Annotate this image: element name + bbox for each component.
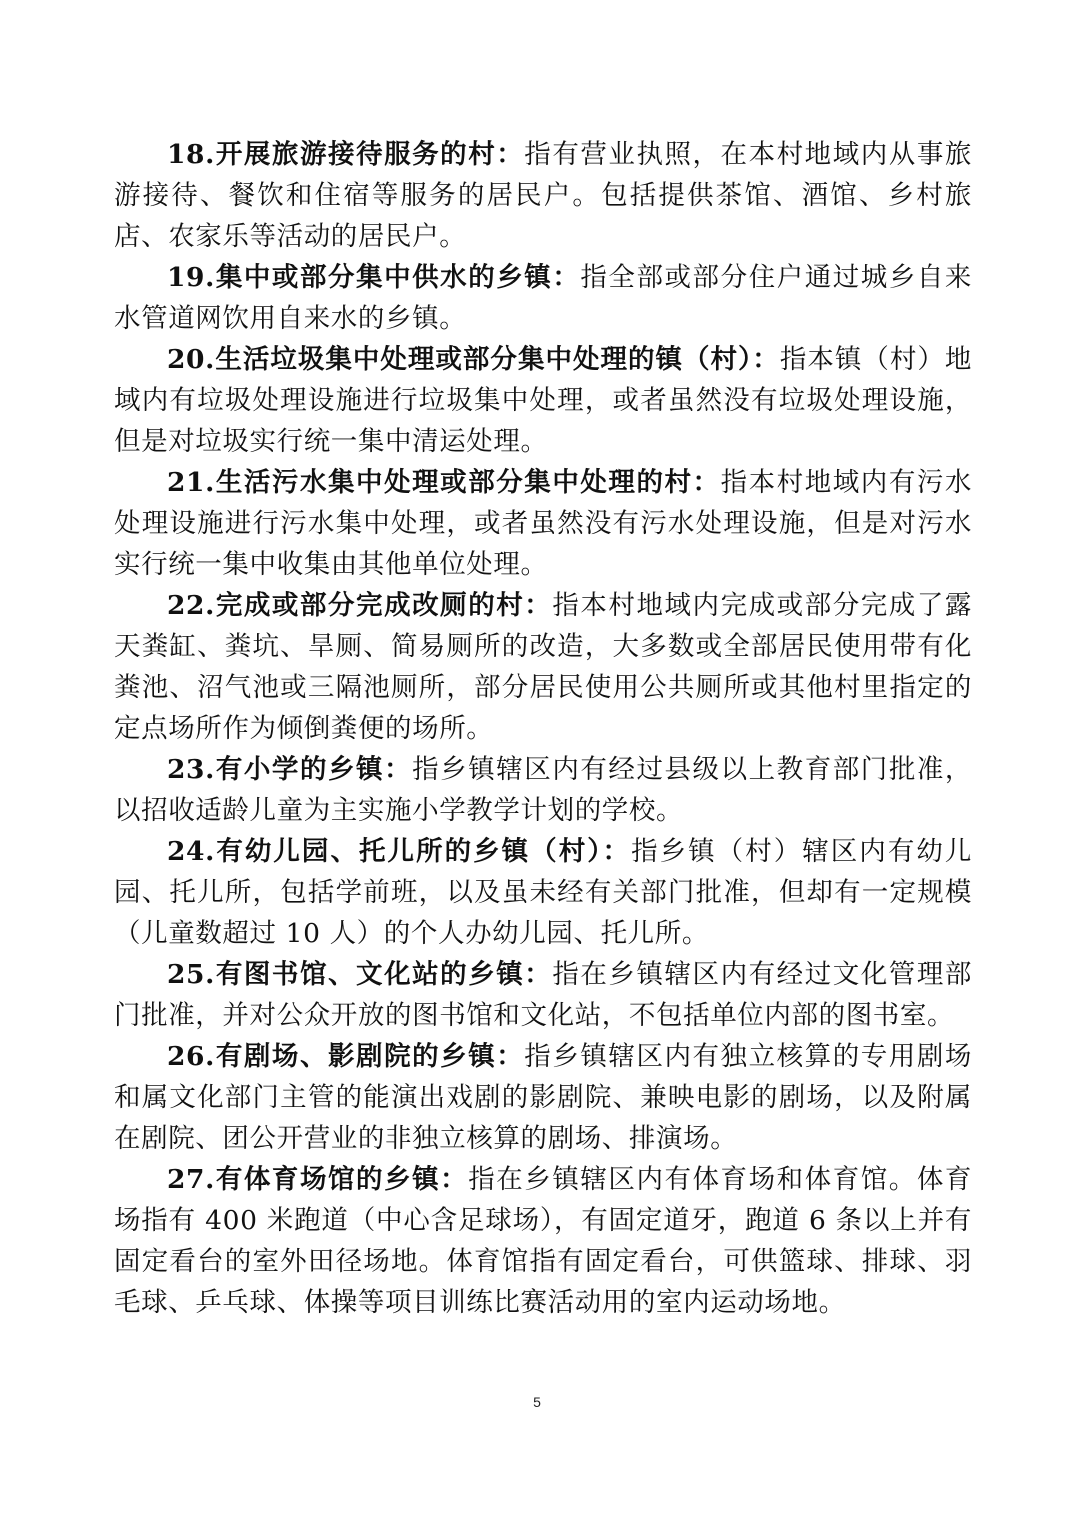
entry-22 xyxy=(114,585,972,749)
entry-definition: 指本村地域内完成或部分完成了露天粪缸、粪坑、旱厕、简易厕所的改造，大多数或全部居民使用带有化粪池、沼气池或三隔池厕所，部分居民使用公共厕所或其他村里指定的定点场所作为倾倒粪便的场所。 xyxy=(114,590,972,744)
entry-21 xyxy=(114,462,972,585)
entry-term: 27.有体育场馆的乡镇： xyxy=(167,1164,469,1195)
entry-20 xyxy=(114,339,972,462)
entry-definition: 指在乡镇辖区内有体育场和体育馆。体育场指有 400 米跑道（中心含足球场），有固定道牙，跑道 6 条以上并有固定看台的室外田径场地。体育馆指有固定看台，可供篮球、排球、羽毛球、乒乓球、体操等项目训练比赛活动用的室内运动场地。 xyxy=(114,1164,972,1318)
entry-term: 25.有图书馆、文化站的乡镇： xyxy=(167,959,553,990)
entry-definition: 指在乡镇辖区内有经过文化管理部门批准，并对公众开放的图书馆和文化站，不包括单位内部的图书室。 xyxy=(114,959,972,1031)
document-body xyxy=(114,134,972,1323)
entry-25 xyxy=(114,954,972,1036)
entry-26 xyxy=(114,1036,972,1159)
entry-definition: 指乡镇辖区内有独立核算的专用剧场和属文化部门主管的能演出戏剧的影剧院、兼映电影的剧场，以及附属在剧院、团公开营业的非独立核算的剧场、排演场。 xyxy=(114,1041,972,1154)
entry-definition: 指本村地域内有污水处理设施进行污水集中处理，或者虽然没有污水处理设施，但是对污水实行统一集中收集由其他单位处理。 xyxy=(114,467,973,580)
entry-term: 22.完成或部分完成改厕的村： xyxy=(167,590,553,621)
entry-19 xyxy=(114,257,972,339)
entry-definition: 指有营业执照，在本村地域内从事旅游接待、餐饮和住宿等服务的居民户。包括提供茶馆、酒馆、乡村旅店、农家乐等活动的居民户。 xyxy=(114,139,972,252)
entry-23 xyxy=(114,749,972,831)
entry-definition: 指全部或部分住户通过城乡自来水管道网饮用自来水的乡镇。 xyxy=(114,262,972,334)
entry-18 xyxy=(114,134,972,257)
entry-term: 18.开展旅游接待服务的村： xyxy=(167,139,525,170)
entry-27 xyxy=(114,1159,972,1323)
entry-term: 20.生活垃圾集中处理或部分集中处理的镇（村）： xyxy=(167,344,780,375)
entry-term: 19.集中或部分集中供水的乡镇： xyxy=(167,262,581,293)
page-number: 5 xyxy=(533,1394,541,1410)
entry-definition: 指乡镇辖区内有经过县级以上教育部门批准，以招收适龄儿童为主实施小学教学计划的学校。 xyxy=(114,754,973,826)
entry-term: 24.有幼儿园、托儿所的乡镇（村）： xyxy=(167,836,632,867)
entry-definition: 指乡镇（村）辖区内有幼儿园、托儿所，包括学前班，以及虽未经有关部门批准，但却有一定规模（儿童数超过 10 人）的个人办幼儿园、托儿所。 xyxy=(114,836,973,949)
entry-term: 23.有小学的乡镇： xyxy=(167,754,413,785)
entry-24 xyxy=(114,831,972,954)
entry-definition: 指本镇（村）地域内有垃圾处理设施进行垃圾集中处理，或者虽然没有垃圾处理设施，但是对垃圾实行统一集中清运处理。 xyxy=(114,344,972,457)
entry-term: 21.生活污水集中处理或部分集中处理的村： xyxy=(167,467,721,498)
entry-term: 26.有剧场、影剧院的乡镇： xyxy=(167,1041,525,1072)
